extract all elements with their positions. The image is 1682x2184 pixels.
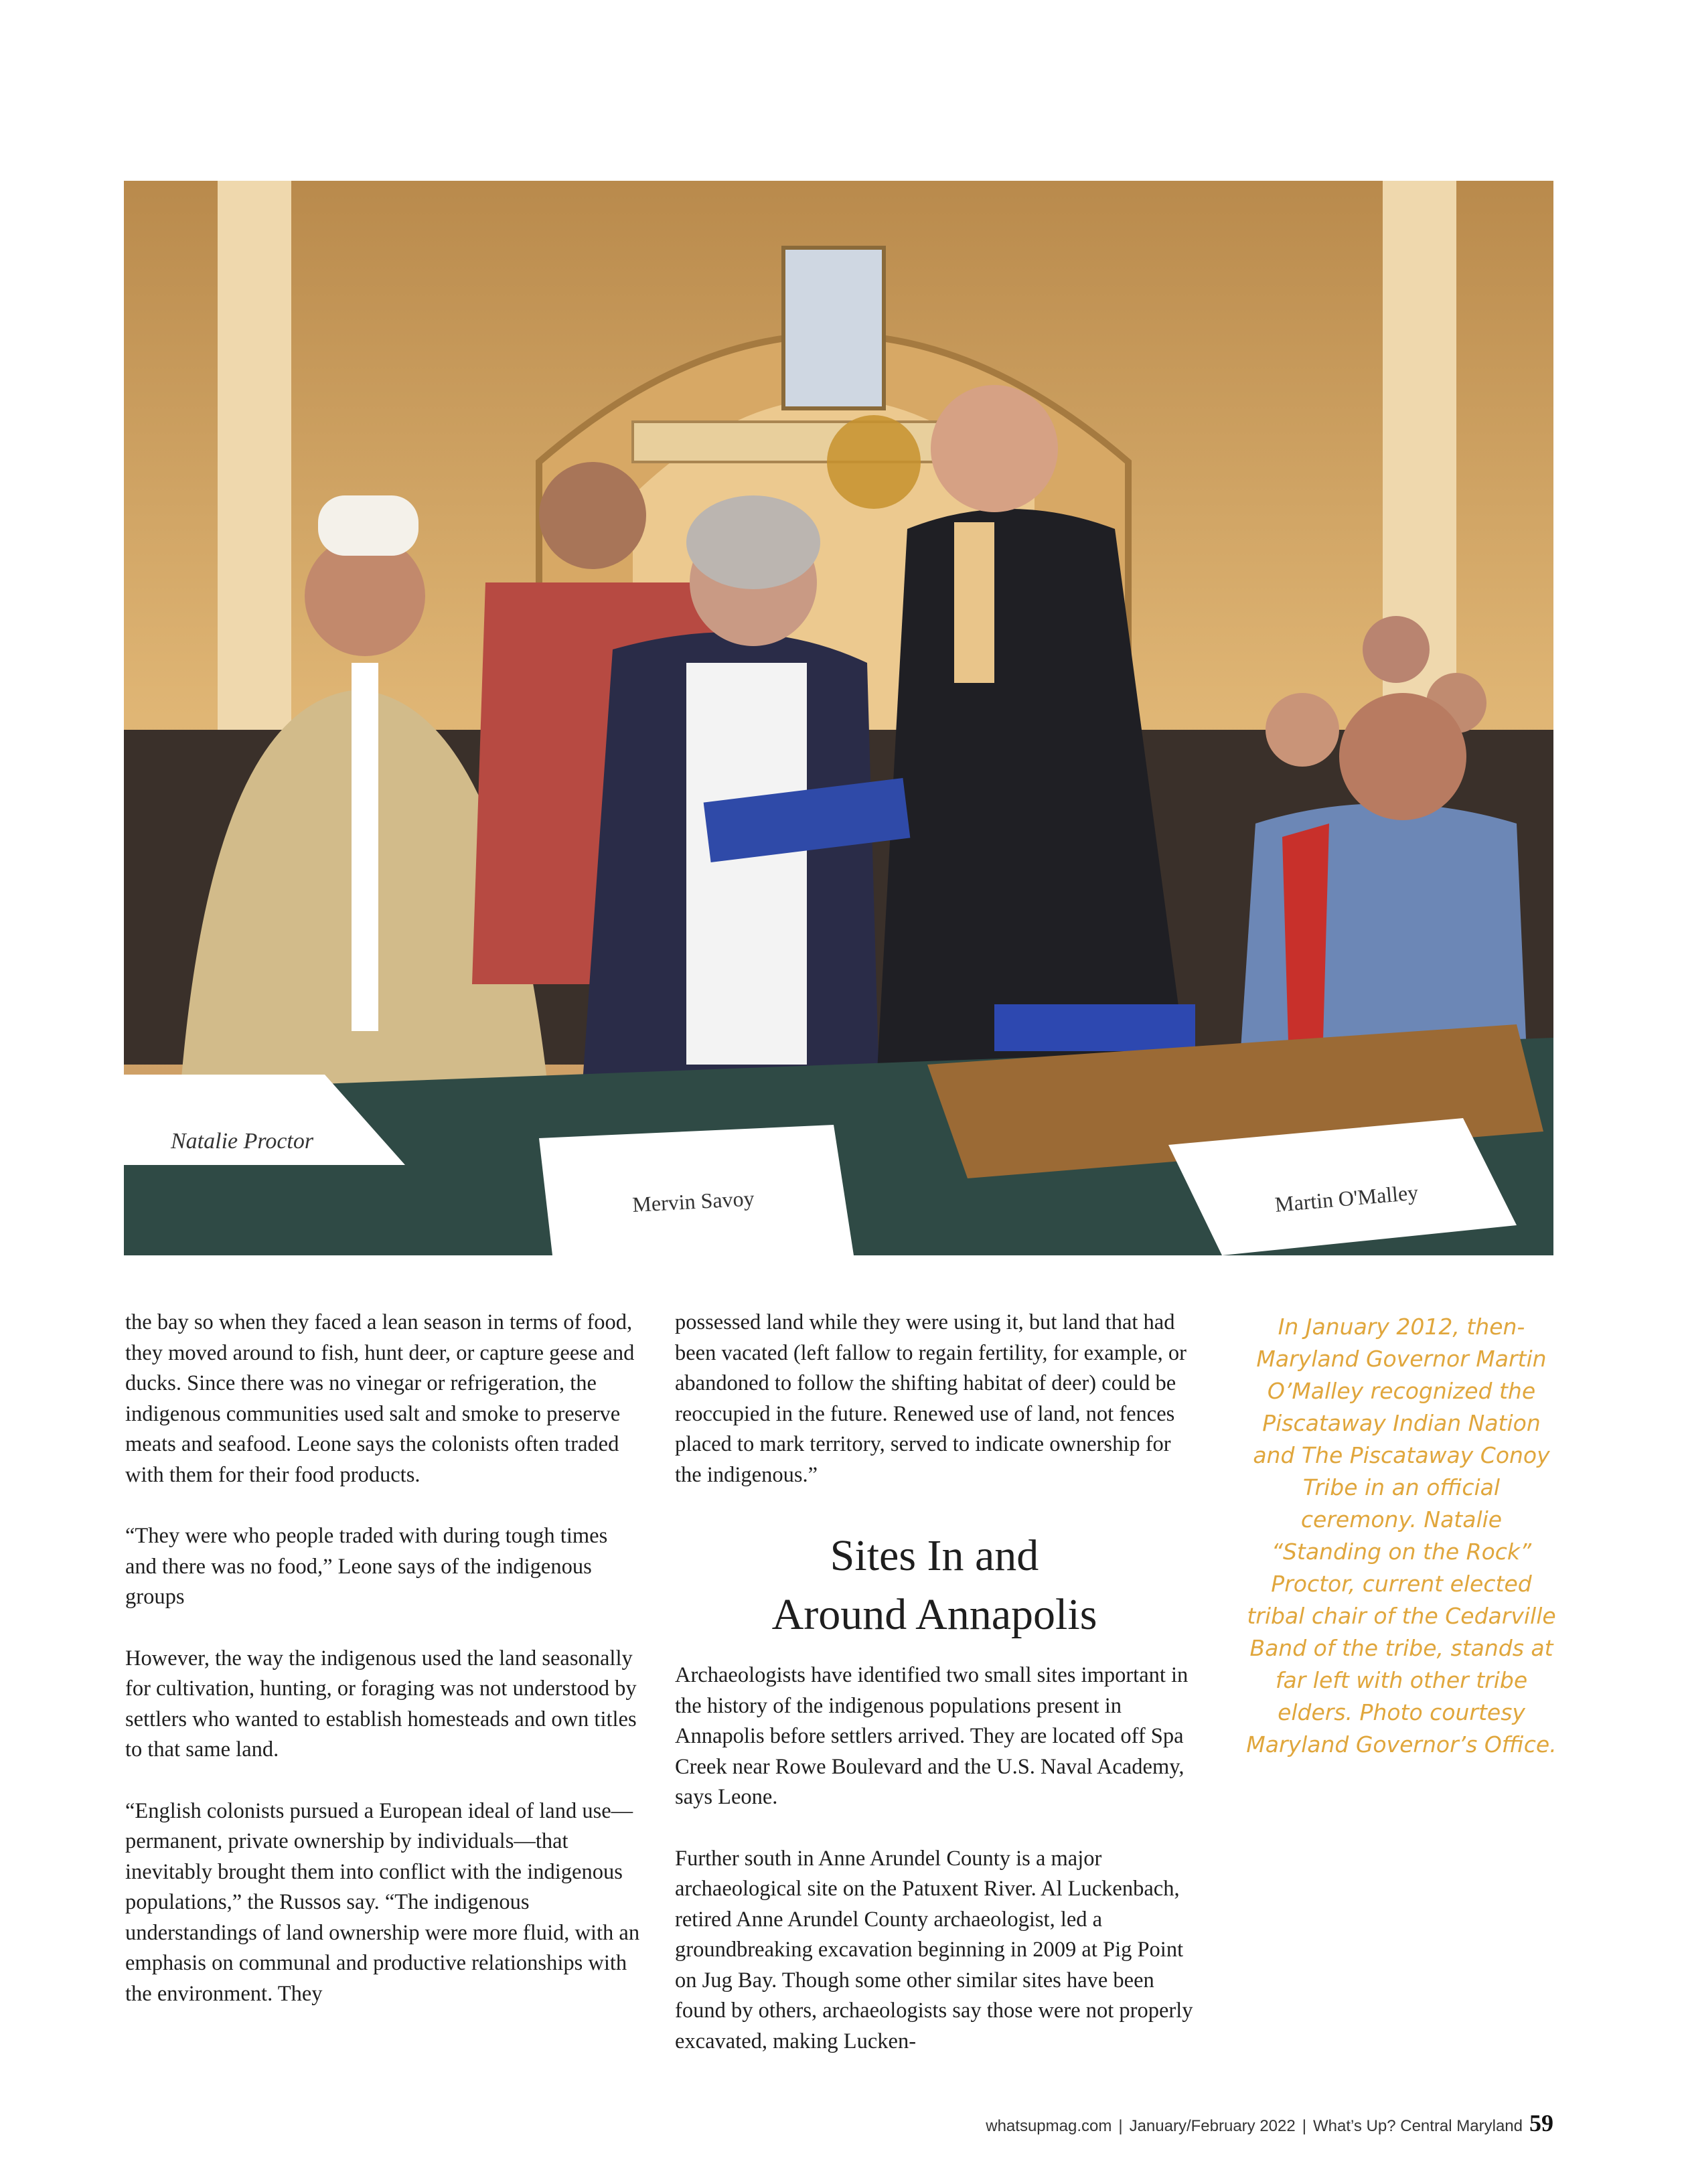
paragraph: Further south in Anne Arundel County is a major archaeological site on the Patuxent River. Al Luckenbach, retired Anne Arundel County archaeologist, led a groundbreaking excavation beginning in 2009 at Pig Point on Jug Bay. Though some other similar sites have been found by others, archaeologists say those were not properly excavated, making Lucken- — [675, 1846, 1193, 2053]
paragraph: possessed land while they were using it, but land that had been vacated (left fallow to regain fertility, for example, or abandoned to follow the shifting habitat of deer) could be reoccupied in the future. Renewed use of land, not fences placed to mark territory, served to indicate ownership for the indigenous.” — [675, 1310, 1187, 1487]
section-heading-line-1: Sites In and — [830, 1531, 1039, 1580]
section-heading — [675, 1527, 1194, 1644]
paragraph: “English colonists pursued a European ideal of land use—permanent, private ownership by individuals—that inevitably brought them into conflict with the indigenous populations,” the Russos say. “The indigenous understandings of land ownership were more fluid, with an emphasis on communal and productive relationships with the environment. They — [125, 1798, 640, 2006]
name-card-omalley: Martin O'Malley — [1274, 1180, 1420, 1217]
paragraph: the bay so when they faced a lean season in terms of food, they moved around to fish, hunt deer, or capture geese and ducks. Since there was no vinegar or refrigeration, the indigenous communities used salt and smoke to preserve meats and seafood. Leone says the colonists often traded with them for their food products. — [125, 1310, 635, 1487]
ceremony-photo — [124, 181, 1553, 1255]
footer-site: whatsupmag.com — [986, 2117, 1112, 2135]
name-card-proctor: Natalie Proctor — [171, 1129, 314, 1154]
ceremony-photo-illustration — [124, 181, 1553, 1255]
paragraph: However, the way the indigenous used the land seasonally for cultivation, hunting, or foraging was not understood by settlers who wanted to establish homesteads and own titles to that same land. — [125, 1646, 637, 1762]
paragraph: “They were who people traded with during tough times and there was no food,” Leone says of the indigenous groups — [125, 1524, 608, 1609]
article-column-1 — [125, 1308, 644, 2040]
photo-caption: In January 2012, then-Maryland Governor Martin O’Malley recognized the Piscataway Indian Nation and The Piscataway Conoy Tribe in an official ceremony. Natalie “Standing on the Rock” Proctor, current elected tribal chair of the Cedarville Band of the tribe, stands at far left with other tribe elders. Photo courtesy Maryland Governor’s Office. — [1246, 1314, 1557, 1758]
page-number: 59 — [1529, 2110, 1553, 2136]
section-heading-line-2: Around Annapolis — [771, 1590, 1097, 1639]
footer-issue: January/February 2022 — [1129, 2117, 1296, 2135]
paragraph: Archaeologists have identified two small sites important in the history of the indigenous populations present in Annapolis before settlers arrived. They are located off Spa Creek near Rowe Boulevard and the U.S. Naval Academy, says Leone. — [675, 1663, 1189, 1809]
article-column-2 — [675, 1308, 1194, 2088]
page-footer: whatsupmag.com | January/February 2022 | What’s Up? Central Maryland 59 — [986, 2110, 1553, 2136]
name-card-savoy: Mervin Savoy — [631, 1186, 755, 1217]
footer-publication: What’s Up? Central Maryland — [1312, 2117, 1523, 2135]
